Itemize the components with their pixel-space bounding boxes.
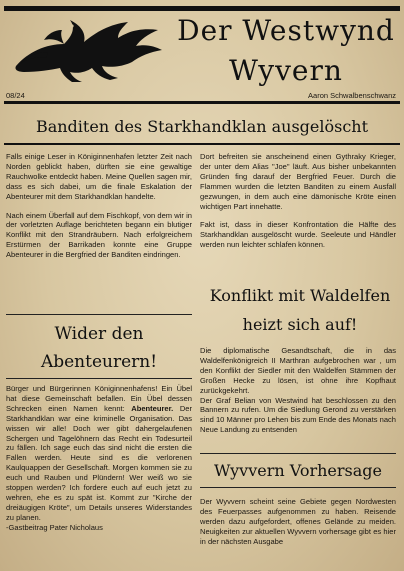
article-paragraph: Fakt ist, dass in dieser Konfrontation die Hälfte des Starkhandklan ausgelöscht wurde. Seeleute und Händler werden nun leichter schlafen können. [200, 220, 396, 250]
article-signature: -Gastbeitrag Pater Nicholaus [6, 522, 103, 532]
headline-rule [4, 143, 400, 145]
article-paragraph: Dort befreiten sie anscheinend einen Gythraky Krieger, der unter dem Alias "Joe" läuft. Aus bisher unbekannten Gründen fing darauf der Bergfried Feuer. Durch die Flammen wurden die letzten Banditen zu einem Ausfall gezwungen, in dem auch eine dämonische Kröte einen wichtigen Part innehatte. [200, 152, 396, 211]
article-text: Der Starkhandklan war eine kriminelle Organisation. Das wissen wir alle! Doch wer gibt dahergelaufenen Schergen und Tagelöhnern das Recht ein Todesurteil zu fällen. Ich sage euch das sind nicht die ersten die Fallen werden. Heute sind es die verlorenen Kaulquappen der Gesellschaft. Morgen kommen sie zu euch und Rauben und Plündern! Wer weiß wo sie stoppen werden? Ich fordere euch auf euch jetzt zu wehren, ehe es zu spät ist. Kommt zur "Kirche der dreiäugigen Kröte", um Details unseres Widerstandes zu planen. [6, 403, 192, 522]
divider-right-2 [200, 487, 396, 488]
author-name: Aaron Schwalbenschwanz [308, 91, 396, 100]
article-bandits-left [6, 152, 192, 269]
headline-konflikt-line2: heizt sich auf! [242, 315, 358, 334]
article-bold-word: Abenteurer. [131, 403, 174, 413]
headline-wider-line2: Abenteurern! [40, 352, 158, 372]
headline-konflikt-line1: Konflikt mit Waldelfen [209, 286, 391, 305]
headline-bandits: Banditen des Starkhandklan ausgelöscht [35, 117, 369, 136]
headline-wider-line1: Wider den [54, 324, 144, 344]
divider-left [6, 314, 192, 315]
article-paragraph: Falls einige Leser in Königinnenhafen letzter Zeit nach Norden geblickt haben, dürften sie eine gewaltige Rauchwolke entdeckt haben. Meine Quellen sagen mir, dass es sich dabei, um die finale Eskalation der Abenteurer mit dem Starkhandklan handelte. [6, 152, 192, 201]
article-paragraph: Nach einem Überfall auf dem Fischkopf, von dem wir in der vorletzten Auflage berichteten begann ein blutiger Konflikt mit den Strandräubern. Nach erfolgreichem Erstürmen der Barrikaden konnte eine Gruppe Abenteurer in die Bergfried der Banditen eindringen. [6, 210, 192, 260]
masthead-title-line1: Der Westwynd [177, 14, 395, 47]
masthead-title-line2: Wyvern [229, 54, 343, 87]
article-paragraph: Der Graf Belian von Westwind hat beschlossen zu den Bannern zu rufen. Um die Siedlung Gerond zu verstärken sind 10 Männer pro Lehen bis zum Ende des Monats nach Neue Landung zu entsenden [200, 395, 396, 435]
article-paragraph: Die diplomatische Gesandtschaft, die in das Waldelfenkönigreich II Marthran aufgebrochen war , um den Konflikt der Siedler mit den Waldelfen Stämmen der Großen Hecke zu lösen, ist ohne ihre Kopfhaut zurückgekehrt. [200, 346, 396, 395]
issue-number: 08/24 [6, 91, 25, 100]
divider-right [200, 453, 396, 454]
top-rule [4, 6, 400, 11]
divider-left-2 [6, 378, 192, 379]
article-vorhersage: Der Wyvvern scheint seine Gebiete gegen Nordwesten des Feuerpasses aufgenommen zu haben. Reisende werden dazu aufgefordert, offenes Gelände zu meiden. Neuigkeiten zur aktuellen Wyvvern vorhersage gibt es hier in der nächsten Ausgabe [200, 497, 396, 546]
wyvern-logo-icon [6, 14, 166, 86]
article-text: Bürger und Bürgerinnen Königinnenhafens! Ein Übel hat diese Gemeinschaft befallen. Ein Übel dessen Schrecken einen Namen kennt: [6, 384, 192, 413]
article-bandits-right [200, 152, 396, 259]
article-wider [6, 384, 192, 533]
masthead-rule [4, 101, 400, 104]
headline-vorhersage: Wyvvern Vorhersage [214, 461, 382, 480]
article-konflikt [200, 346, 396, 435]
